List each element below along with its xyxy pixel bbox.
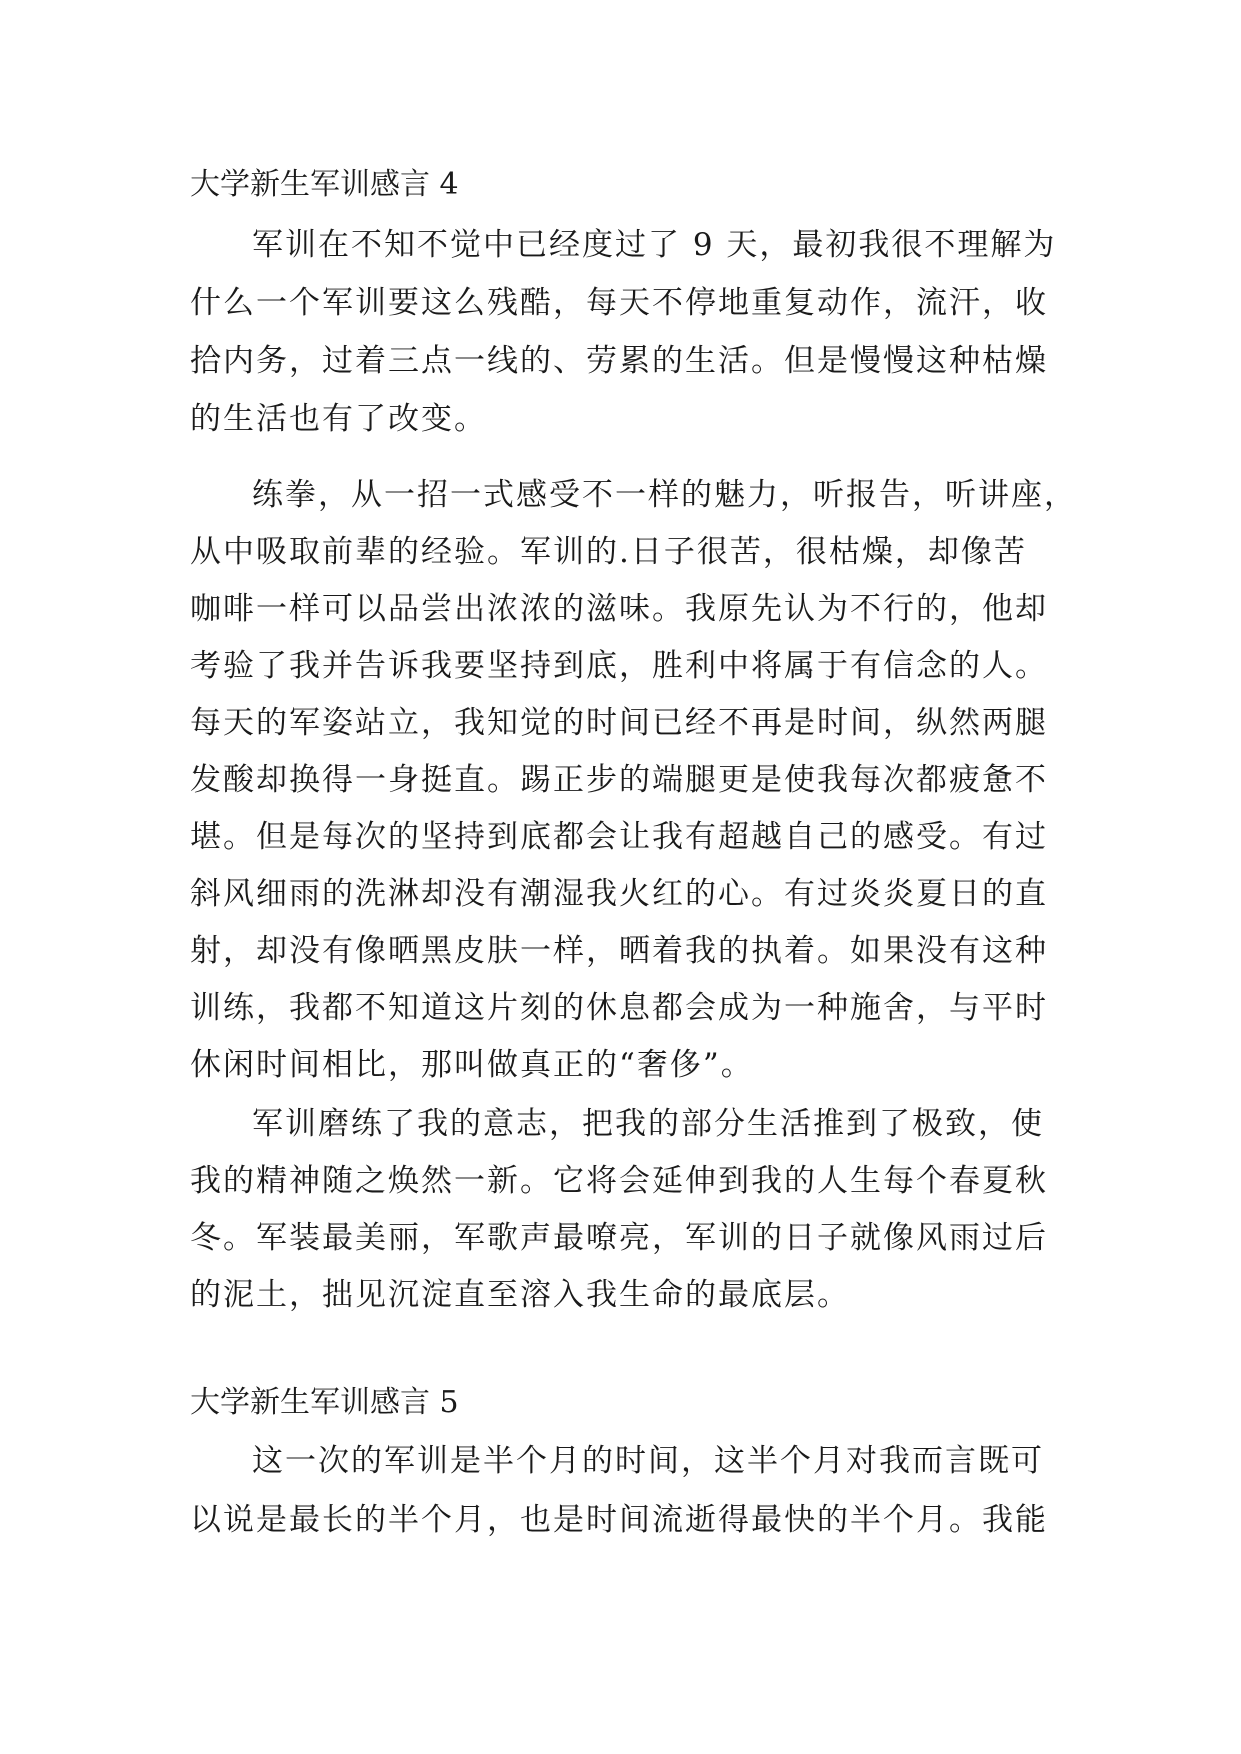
section-4-line-8: 考验了我并告诉我要坚持到底，胜利中将属于有信念的人。 [190, 648, 1048, 684]
section-4-line-2: 什么一个军训要这么残酷，每天不停地重复动作，流汗，收 [190, 285, 1048, 321]
section-4-line-9: 每天的军姿站立，我知觉的时间已经不再是时间，纵然两腿 [190, 705, 1048, 741]
section-4-line-6: 从中吸取前辈的经验。军训的.日子很苦，很枯燥，却像苦 [190, 534, 1027, 570]
section-4-line-12: 斜风细雨的洗淋却没有潮湿我火红的心。有过炎炎夏日的直 [190, 876, 1048, 912]
section-4-line-19: 的泥土，拙见沉淀直至溶入我生命的最底层。 [190, 1277, 850, 1313]
section-5-line-1: 这一次的军训是半个月的时间，这半个月对我而言既可 [252, 1443, 1044, 1479]
section-4-line-5: 练拳，从一招一式感受不一样的魅力，听报告，听讲座， [252, 477, 1077, 513]
section-4-line-10: 发酸却换得一身挺直。踢正步的端腿更是使我每次都疲惫不 [190, 762, 1048, 798]
section-4-line-7: 咖啡一样可以品尝出浓浓的滋味。我原先认为不行的，他却 [190, 591, 1048, 627]
section-4-line-15: 休闲时间相比，那叫做真正的“奢侈”。 [190, 1047, 754, 1083]
section-4-line-18: 冬。军装最美丽，军歌声最嘹亮，军训的日子就像风雨过后 [190, 1220, 1048, 1256]
section-4-line-13: 射，却没有像晒黑皮肤一样，晒着我的执着。如果没有这种 [190, 933, 1048, 969]
section-4-title: 大学新生军训感言 4 [190, 167, 459, 202]
section-4-line-17: 我的精神随之焕然一新。它将会延伸到我的人生每个春夏秋 [190, 1163, 1048, 1199]
section-5-line-2: 以说是最长的半个月，也是时间流逝得最快的半个月。我能 [190, 1502, 1048, 1538]
section-5-title: 大学新生军训感言 5 [190, 1385, 459, 1420]
section-4-line-4: 的生活也有了改变。 [190, 401, 487, 437]
section-4-line-14: 训练，我都不知道这片刻的休息都会成为一种施舍，与平时 [190, 990, 1048, 1026]
section-4-line-11: 堪。但是每次的坚持到底都会让我有超越自己的感受。有过 [190, 819, 1048, 855]
section-4-line-3: 拾内务，过着三点一线的、劳累的生活。但是慢慢这种枯燥 [190, 343, 1048, 379]
section-4-line-16: 军训磨练了我的意志，把我的部分生活推到了极致，使 [252, 1106, 1044, 1142]
section-4-line-1: 军训在不知不觉中已经度过了 9 天，最初我很不理解为 [252, 227, 1057, 263]
